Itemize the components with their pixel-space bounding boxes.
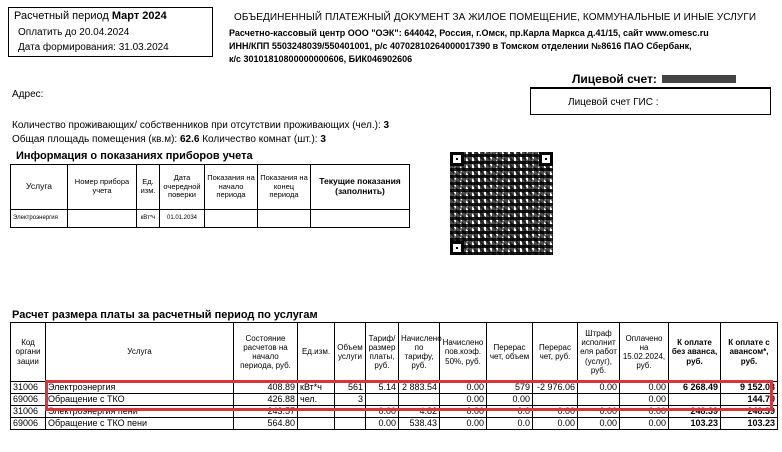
calc-cell: 408.89 [234,382,298,394]
residents-line [12,120,389,131]
calc-header-cell: К оплате без аванса, руб. [669,323,721,382]
gis-account-label: Лицевой счет ГИС : [568,97,659,108]
calc-cell: 564.80 [234,418,298,430]
calc-cell: 4.82 [399,406,440,418]
calc-cell: 0.00 [620,418,669,430]
calc-cell: 0.00 [487,394,533,406]
calc-cell: Обращение с ТКО [46,394,234,406]
calc-header-cell: Объем услуги [335,323,366,382]
qr-finder-bottom-left [450,241,464,255]
calc-cell: 0.00 [578,406,620,418]
qr-finder-top-left [450,152,464,166]
residents-value: 3 [383,120,390,131]
formed-date: Дата формирования: 31.03.2024 [18,42,169,53]
meters-row [11,210,410,228]
account-number-redacted [662,75,736,83]
calc-cell: 579 [487,382,533,394]
period-value: Март 2024 [111,10,167,22]
meters-cell [68,210,137,228]
calc-cell: 0.00 [440,382,487,394]
rkc-line-1: Расчетно-кассовый центр ООО "ОЭК": 644042, Россия, г.Омск, пр.Карла Маркса д.41/15, сайт www.omesc.ru [229,28,709,38]
calc-cell: 0.00 [620,406,669,418]
calc-cell: 561 [335,382,366,394]
calc-header-cell: Перерас чет, руб. [533,323,578,382]
meters-cell [205,210,258,228]
meters-input-cell[interactable] [311,210,410,228]
calc-header-cell: Состояние расчетов на начало периода, руб. [234,323,298,382]
calc-cell: 103.23 [721,418,778,430]
calc-cell: 31006 [11,406,46,418]
meters-header-cell: Показания на начало периода [205,165,258,210]
calc-cell: 5.14 [366,382,399,394]
rkc-line-3: к/с 30101810800000000606, БИК046902606 [229,54,413,64]
period-line [14,10,167,22]
calc-cell: 144.70 [721,394,778,406]
calc-row [11,418,778,430]
meters-header-cell: Текущие показания (заполнить) [311,165,410,210]
calc-table [10,322,778,430]
calc-header-cell: Оплачено на 15.02.2024, руб. [620,323,669,382]
rooms-label: Количество комнат (шт.): [202,134,318,145]
calc-cell: 248.39 [721,406,778,418]
calc-cell: 248.39 [669,406,721,418]
calc-cell: 31006 [11,382,46,394]
calc-header-cell: Начислено пов.коэф. 50%, руб. [440,323,487,382]
calc-cell: 243.57 [234,406,298,418]
calc-header-cell: Тариф/ размер платы, руб. [366,323,399,382]
calc-cell: 0.0 [487,418,533,430]
meters-cell [258,210,311,228]
area-label: Общая площадь помещения (кв.м): [12,134,178,145]
area-value: 62.6 [179,134,200,145]
calc-cell: 0.00 [578,382,620,394]
rkc-line-2: ИНН/КПП 5503248039/550401001, р/с 40702810264000017390 в Томском отделении №8616 ПАО Сбербанк, [229,41,692,51]
meters-cell: кВт*ч [137,210,160,228]
area-line [12,134,326,145]
rooms-value: 3 [320,134,326,145]
period-label: Расчетный период [14,10,109,22]
residents-label: Количество проживающих/ собственников при отсутствии проживающих (чел.): [12,120,381,131]
calc-cell: 0.00 [366,406,399,418]
pay-until: Оплатить до 20.04.2024 [18,27,130,38]
calc-cell: 0.00 [533,406,578,418]
calc-header-cell: Ед.изм. [298,323,335,382]
calc-cell: 0.00 [440,394,487,406]
calc-header-row [11,323,778,382]
qr-finder-top-right [539,152,553,166]
calc-cell: 0.0 [487,406,533,418]
calc-cell: 9 152.03 [721,382,778,394]
row-highlight-annotation [45,380,773,411]
meters-header-cell: Услуга [11,165,68,210]
calc-cell: 0.00 [533,418,578,430]
meters-header-cell: Дата очередной поверки [160,165,205,210]
calc-cell: -2 976.06 [533,382,578,394]
meters-header-row [11,165,410,210]
calc-cell: кВт*ч [298,382,335,394]
calc-header-cell: Код органи зации [11,323,46,382]
calc-cell: 0.00 [440,418,487,430]
calc-cell: 0.00 [620,394,669,406]
calc-cell: 6 268.49 [669,382,721,394]
calc-header-cell: К оплате с авансом*, руб. [721,323,778,382]
calc-cell [298,418,335,430]
meters-header-cell: Показания на конец периода [258,165,311,210]
calc-cell: 0.00 [578,418,620,430]
address-label: Адрес: [12,89,44,100]
calc-cell: 538.43 [399,418,440,430]
meters-cell: Электроэнергия [11,210,68,228]
calc-header-cell: Услуга [46,323,234,382]
calc-cell: чел. [298,394,335,406]
calc-cell: 2 883.54 [399,382,440,394]
calc-cell: Обращение с ТКО пени [46,418,234,430]
calc-cell: 0.00 [440,406,487,418]
calc-cell: 0.00 [620,382,669,394]
calc-cell: Электроэнергия пени [46,406,234,418]
calc-header-cell: Штраф исполнит еля работ (услуг), руб. [578,323,620,382]
calc-cell: 103.23 [669,418,721,430]
calc-header-cell: Перерас чет, объем [487,323,533,382]
calc-cell [335,418,366,430]
account-label: Лицевой счет: [572,72,657,86]
calc-cell: 426.88 [234,394,298,406]
calc-cell: 0.00 [366,418,399,430]
meters-cell: 01.01.2034 [160,210,205,228]
calc-cell: 3 [335,394,366,406]
calc-cell: 69006 [11,394,46,406]
qr-code [450,152,553,255]
meters-header-cell: Номер прибора учета [68,165,137,210]
calc-header-cell: Начислено по тарифу, руб. [399,323,440,382]
calc-cell: 69006 [11,418,46,430]
document-title: ОБЪЕДИНЕННЫЙ ПЛАТЕЖНЫЙ ДОКУМЕНТ ЗА ЖИЛОЕ ПОМЕЩЕНИЕ, КОММУНАЛЬНЫЕ И ИНЫЕ УСЛУГИ [234,12,757,23]
meters-header-cell: Ед. изм. [137,165,160,210]
meters-table [10,164,410,228]
calc-cell: Электроэнергия [46,382,234,394]
meters-title: Информация о показаниях приборов учета [16,150,253,162]
calc-title: Расчет размера платы за расчетный период по услугам [12,309,318,321]
